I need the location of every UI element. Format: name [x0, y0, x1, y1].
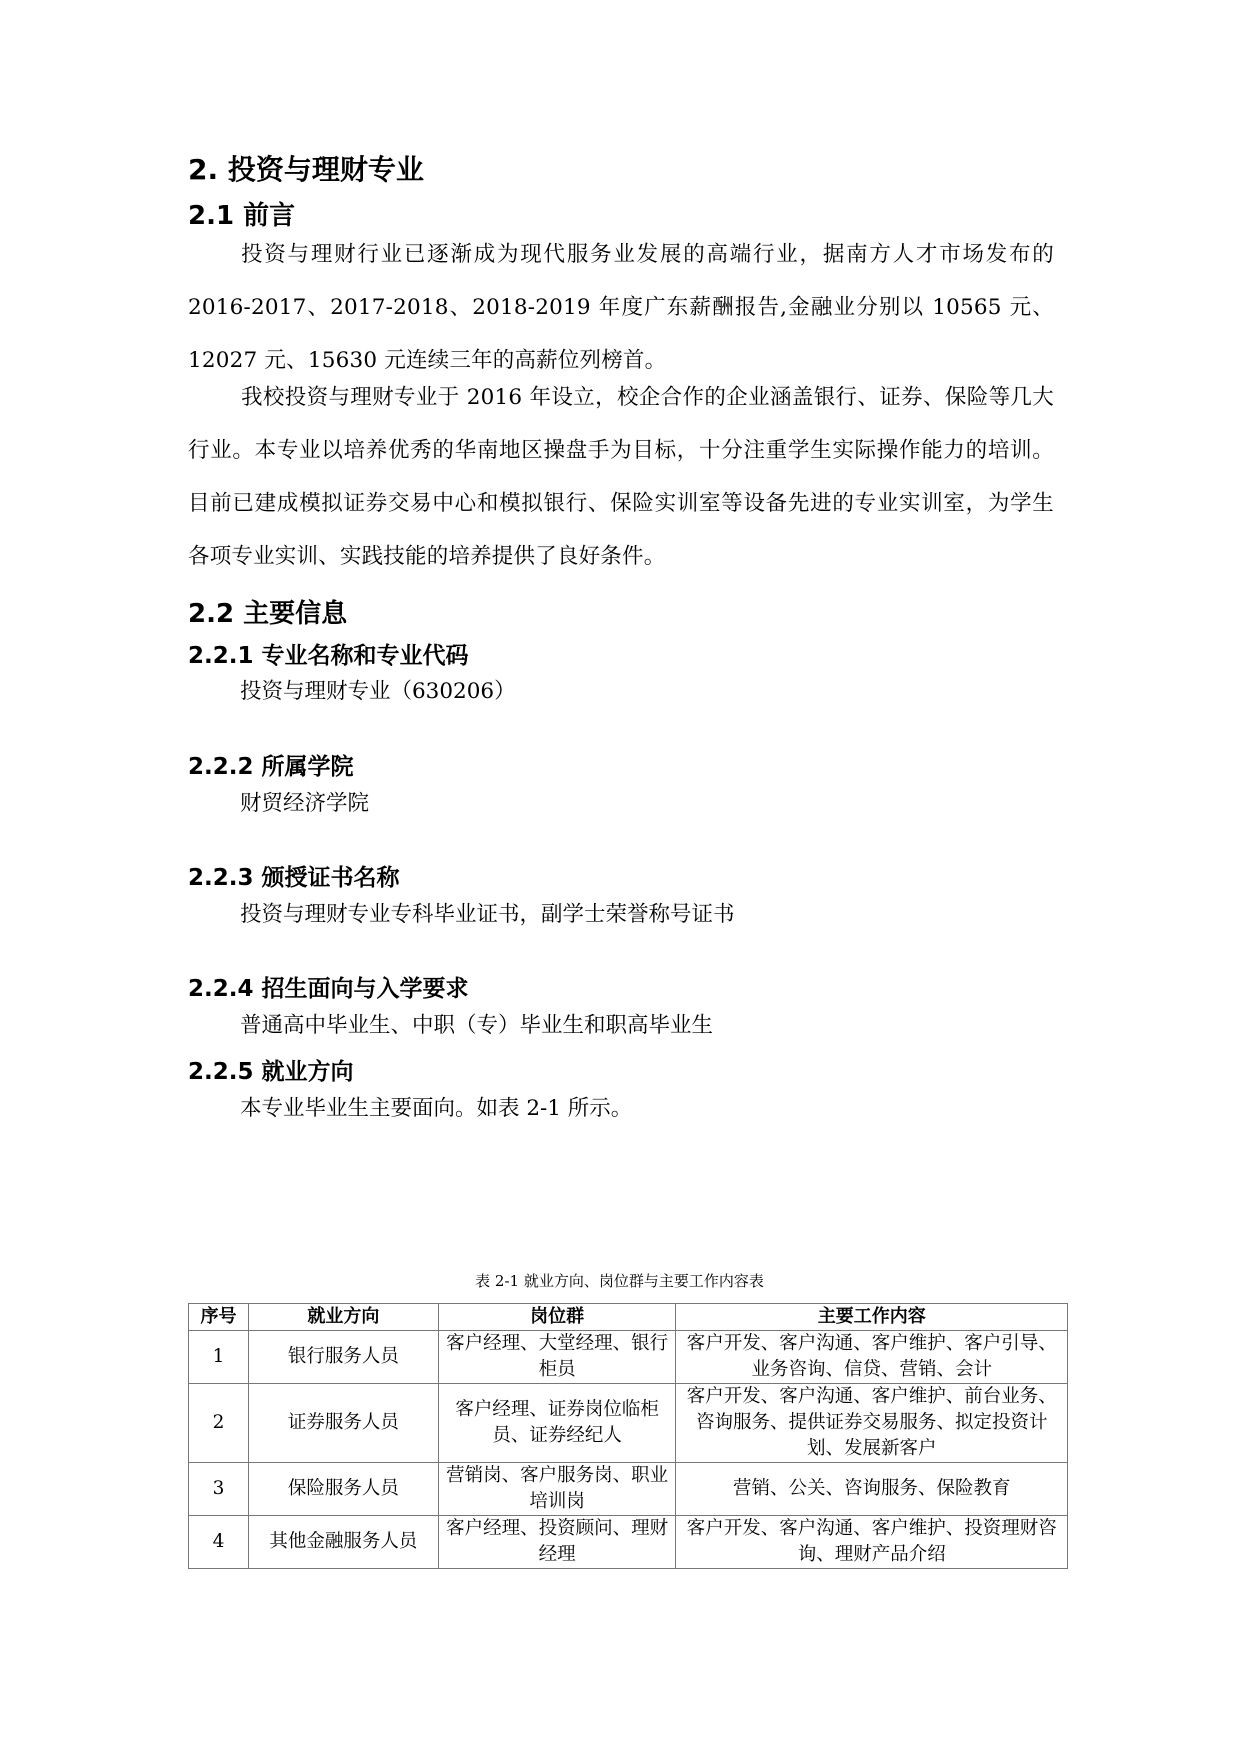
subsection-heading: 2.2.4 招生面向与入学要求: [188, 976, 469, 1002]
header-index: 序号: [189, 1304, 249, 1331]
cell-direction: 保险服务人员: [248, 1463, 438, 1516]
subsection-heading: 2.2.3 颁授证书名称: [188, 865, 400, 891]
cell-direction: 银行服务人员: [248, 1331, 438, 1384]
cell-work-content: 客户开发、客户沟通、客户维护、前台业务、咨询服务、提供证券交易服务、拟定投资计划、发展新客户: [676, 1384, 1068, 1463]
enrollment-requirement: 普通高中毕业生、中职（专）毕业生和职高毕业生: [240, 1013, 714, 1038]
preface-paragraph-1: 投资与理财行业已逐渐成为现代服务业发展的高端行业，据南方人才市场发布的 2016-2017、2017-2018、2018-2019 年度广东薪酬报告,金融业分别以 10565 元、12027 元、15630 元连续三年的高薪位列榜首。: [188, 242, 1054, 373]
subsection-heading: 2.2.5 就业方向: [188, 1059, 354, 1085]
subsection-heading: 2.2.2 所属学院: [188, 754, 354, 780]
table-caption: 表 2-1 就业方向、岗位群与主要工作内容表: [475, 1272, 764, 1290]
cell-index: 3: [189, 1463, 249, 1516]
header-positions: 岗位群: [438, 1304, 676, 1331]
cell-positions: 营销岗、客户服务岗、职业培训岗: [438, 1463, 676, 1516]
table-row: [189, 1463, 1068, 1516]
college-name: 财贸经济学院: [240, 791, 370, 816]
cell-index: 4: [189, 1516, 249, 1569]
cell-index: 2: [189, 1384, 249, 1463]
cell-positions: 客户经理、证券岗位临柜员、证券经纪人: [438, 1384, 676, 1463]
major-name-code: 投资与理财专业（630206）: [240, 679, 516, 704]
main-info-heading: 2.2 主要信息: [188, 599, 348, 629]
employment-table: [188, 1303, 1068, 1569]
cell-direction: 证券服务人员: [248, 1384, 438, 1463]
certificate-name: 投资与理财专业专科毕业证书，副学士荣誉称号证书: [240, 902, 735, 927]
table-row: [189, 1331, 1068, 1384]
cell-index: 1: [189, 1331, 249, 1384]
table-row: [189, 1516, 1068, 1569]
cell-work-content: 营销、公关、咨询服务、保险教育: [676, 1463, 1068, 1516]
cell-positions: 客户经理、投资顾问、理财经理: [438, 1516, 676, 1569]
cell-work-content: 客户开发、客户沟通、客户维护、客户引导、业务咨询、信贷、营销、会计: [676, 1331, 1068, 1384]
cell-work-content: 客户开发、客户沟通、客户维护、投资理财咨询、理财产品介绍: [676, 1516, 1068, 1569]
subsection-heading: 2.2.1 专业名称和专业代码: [188, 643, 469, 669]
cell-positions: 客户经理、大堂经理、银行柜员: [438, 1331, 676, 1384]
section-title: 2. 投资与理财专业: [188, 153, 424, 186]
header-work-content: 主要工作内容: [676, 1304, 1068, 1331]
preface-heading: 2.1 前言: [188, 201, 296, 231]
preface-paragraph-2: 我校投资与理财专业于 2016 年设立，校企合作的企业涵盖银行、证券、保险等几大行业。本专业以培养优秀的华南地区操盘手为目标，十分注重学生实际操作能力的培训。目前已建成模拟证券交易中心和模拟银行、保险实训室等设备先进的专业实训室，为学生各项专业实训、实践技能的培养提供了良好条件。: [188, 385, 1054, 569]
employment-direction-text: 本专业毕业生主要面向。如表 2-1 所示。: [240, 1096, 633, 1121]
table-row: [189, 1384, 1068, 1463]
cell-direction: 其他金融服务人员: [248, 1516, 438, 1569]
header-direction: 就业方向: [248, 1304, 438, 1331]
table-header-row: [189, 1304, 1068, 1331]
